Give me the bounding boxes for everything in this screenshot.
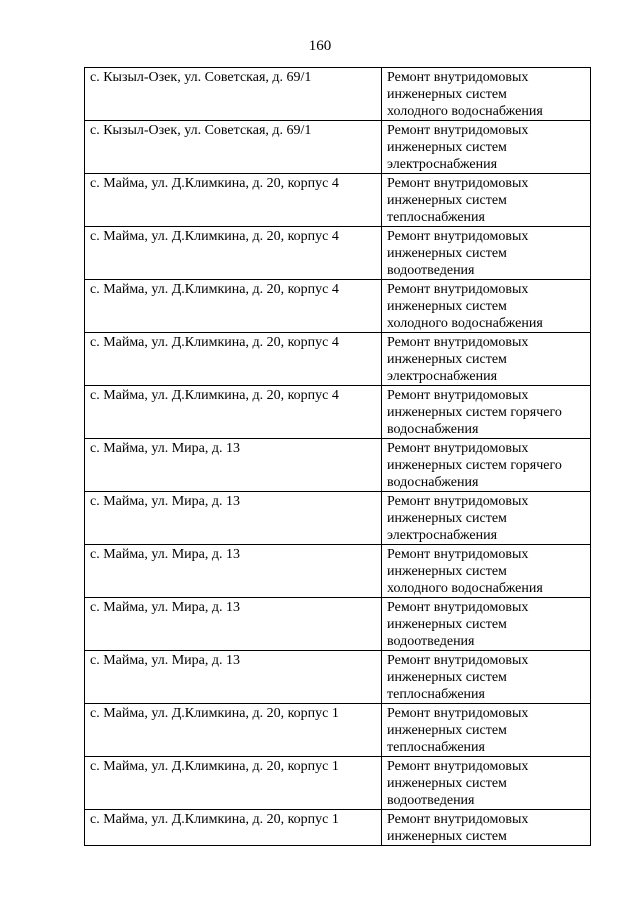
work-type-line: теплоснабжения: [387, 687, 485, 702]
work-type-cell: [382, 174, 591, 227]
address-cell: с. Кызыл-Озек, ул. Советская, д. 69/1: [85, 121, 382, 174]
address-cell: с. Майма, ул. Мира, д. 13: [85, 651, 382, 704]
work-type-line: Ремонт внутридомовых: [387, 229, 529, 244]
work-type-line: водоотведения: [387, 263, 475, 278]
work-type-line: инженерных систем горячего: [387, 458, 562, 473]
table-row: [85, 68, 591, 121]
work-type-line: Ремонт внутридомовых: [387, 335, 529, 350]
table-row: [85, 492, 591, 545]
work-type-line: Ремонт внутридомовых: [387, 759, 529, 774]
address-cell: с. Майма, ул. Д.Климкина, д. 20, корпус 1: [85, 810, 382, 846]
work-type-line: Ремонт внутридомовых: [387, 441, 529, 456]
table-row: [85, 333, 591, 386]
work-type-cell: [382, 545, 591, 598]
work-type-line: инженерных систем горячего: [387, 405, 562, 420]
work-type-cell: [382, 651, 591, 704]
work-type-line: Ремонт внутридомовых: [387, 282, 529, 297]
work-type-line: водоотведения: [387, 793, 475, 808]
table-row: [85, 757, 591, 810]
table-row: [85, 227, 591, 280]
work-type-cell: [382, 227, 591, 280]
work-type-line: инженерных систем: [387, 87, 507, 102]
work-type-cell: [382, 121, 591, 174]
work-type-line: Ремонт внутридомовых: [387, 70, 529, 85]
work-type-cell: [382, 757, 591, 810]
work-type-cell: [382, 598, 591, 651]
work-type-cell: [382, 333, 591, 386]
work-type-line: инженерных систем: [387, 352, 507, 367]
work-type-line: инженерных систем: [387, 617, 507, 632]
work-type-line: Ремонт внутридомовых: [387, 653, 529, 668]
address-cell: с. Майма, ул. Д.Климкина, д. 20, корпус 1: [85, 704, 382, 757]
address-cell: с. Майма, ул. Д.Климкина, д. 20, корпус 4: [85, 280, 382, 333]
work-type-cell: [382, 68, 591, 121]
work-type-cell: [382, 280, 591, 333]
address-cell: с. Майма, ул. Мира, д. 13: [85, 545, 382, 598]
work-type-line: Ремонт внутридомовых: [387, 547, 529, 562]
address-cell: с. Кызыл-Озек, ул. Советская, д. 69/1: [85, 68, 382, 121]
work-type-line: Ремонт внутридомовых: [387, 494, 529, 509]
work-type-line: электроснабжения: [387, 369, 498, 384]
work-type-line: электроснабжения: [387, 157, 498, 172]
work-type-cell: [382, 810, 591, 846]
work-type-line: инженерных систем: [387, 511, 507, 526]
address-cell: с. Майма, ул. Д.Климкина, д. 20, корпус 4: [85, 386, 382, 439]
table-row: [85, 651, 591, 704]
work-type-line: электроснабжения: [387, 528, 498, 543]
work-type-line: инженерных систем: [387, 140, 507, 155]
table-row: [85, 810, 591, 846]
work-type-line: Ремонт внутридомовых: [387, 388, 529, 403]
address-cell: с. Майма, ул. Д.Климкина, д. 20, корпус 4: [85, 227, 382, 280]
work-type-line: теплоснабжения: [387, 740, 485, 755]
table-row: [85, 174, 591, 227]
address-cell: с. Майма, ул. Д.Климкина, д. 20, корпус 4: [85, 333, 382, 386]
address-cell: с. Майма, ул. Мира, д. 13: [85, 598, 382, 651]
work-type-line: теплоснабжения: [387, 210, 485, 225]
work-type-line: Ремонт внутридомовых: [387, 812, 529, 827]
table-row: [85, 545, 591, 598]
work-type-line: инженерных систем: [387, 829, 507, 844]
work-type-line: инженерных систем: [387, 670, 507, 685]
work-type-line: Ремонт внутридомовых: [387, 123, 529, 138]
work-type-line: инженерных систем: [387, 776, 507, 791]
work-type-line: Ремонт внутридомовых: [387, 600, 529, 615]
table-row: [85, 280, 591, 333]
work-type-cell: [382, 704, 591, 757]
table-row: [85, 386, 591, 439]
address-cell: с. Майма, ул. Мира, д. 13: [85, 492, 382, 545]
work-type-line: водоснабжения: [387, 475, 479, 490]
work-type-cell: [382, 492, 591, 545]
work-type-cell: [382, 386, 591, 439]
table-row: [85, 439, 591, 492]
table-row: [85, 121, 591, 174]
page-number: 160: [308, 38, 332, 54]
address-cell: с. Майма, ул. Д.Климкина, д. 20, корпус 4: [85, 174, 382, 227]
address-cell: с. Майма, ул. Д.Климкина, д. 20, корпус 1: [85, 757, 382, 810]
work-type-line: водоотведения: [387, 634, 475, 649]
work-type-line: инженерных систем: [387, 193, 507, 208]
work-type-line: холодного водоснабжения: [387, 104, 543, 119]
work-type-line: инженерных систем: [387, 723, 507, 738]
work-type-line: Ремонт внутридомовых: [387, 176, 529, 191]
work-type-cell: [382, 439, 591, 492]
work-type-line: холодного водоснабжения: [387, 316, 543, 331]
work-type-line: холодного водоснабжения: [387, 581, 543, 596]
work-type-line: инженерных систем: [387, 246, 507, 261]
work-type-line: водоснабжения: [387, 422, 479, 437]
work-type-line: Ремонт внутридомовых: [387, 706, 529, 721]
works-table-body: [85, 68, 591, 846]
table-row: [85, 598, 591, 651]
table-row: [85, 704, 591, 757]
work-type-line: инженерных систем: [387, 299, 507, 314]
work-type-line: инженерных систем: [387, 564, 507, 579]
address-cell: с. Майма, ул. Мира, д. 13: [85, 439, 382, 492]
works-table: [84, 67, 591, 846]
